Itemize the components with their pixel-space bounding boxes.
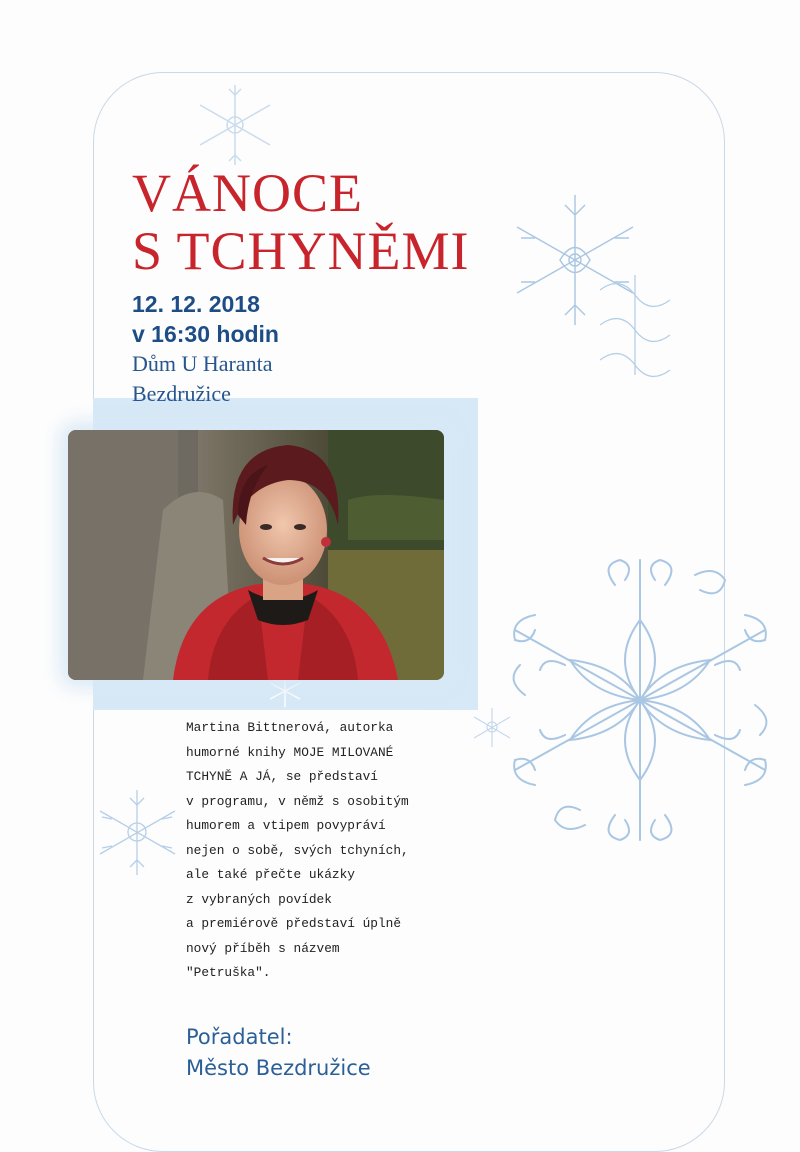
snowflake-icon bbox=[590, 270, 680, 380]
event-description: Martina Bittnerová, autorka humorné knihy MOJE MILOVANÉ TCHYNĚ A JÁ, se představí v programu, v němž s osobitým humorem a vtipem povypráví nejen o sobě, svých tchyních, ale také přečte ukázky z vybraných povídek a premiérově představí úplně nový příběh s názvem "Petruška". bbox=[186, 720, 409, 980]
event-date: 12. 12. 2018 bbox=[132, 291, 260, 317]
organizer-label: Pořadatel: bbox=[186, 1025, 293, 1049]
snowflake-icon bbox=[190, 80, 280, 170]
snowflake-icon bbox=[495, 545, 785, 855]
snowflake-icon bbox=[90, 785, 185, 880]
title-line-1: VÁNOCE bbox=[132, 163, 363, 223]
event-time: v 16:30 hodin bbox=[132, 321, 279, 347]
event-venue: Dům U Haranta bbox=[132, 351, 273, 376]
event-title bbox=[132, 164, 470, 280]
title-line-2: S TCHYNĚMI bbox=[132, 221, 470, 281]
organizer-name: Město Bezdružice bbox=[186, 1056, 371, 1080]
event-town: Bezdružice bbox=[132, 381, 231, 406]
author-photo bbox=[68, 430, 444, 680]
